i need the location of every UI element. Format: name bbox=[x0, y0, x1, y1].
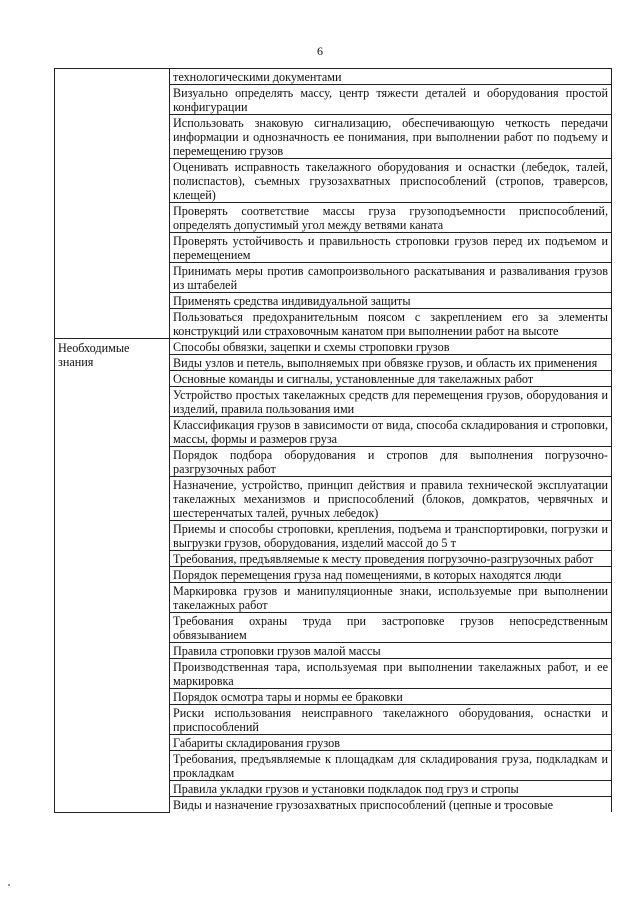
skill-text: Оценивать исправность такелажного оборудования и оснастки (лебедок, талей, полиспастов), съемных грузозахватных приспособлений (стропов, траверсов, клещей) bbox=[173, 160, 608, 202]
knowledge-text: Приемы и способы строповки, крепления, подъема и транспортировки, погрузки и выгрузки грузов, оборудования, изделий массой до 5 т bbox=[173, 522, 608, 550]
skill-text: Применять средства индивидуальной защиты bbox=[173, 294, 411, 308]
knowledge-text: Порядок осмотра тары и нормы ее браковки bbox=[173, 690, 403, 704]
skill-cell bbox=[170, 309, 612, 339]
knowledge-cell bbox=[170, 567, 612, 583]
knowledge-text: Производственная тара, используемая при выполнении такелажных работ, и ее маркировка bbox=[173, 660, 608, 688]
knowledge-text: Правила строповки грузов малой массы bbox=[173, 644, 381, 658]
knowledge-text: Габариты складирования грузов bbox=[173, 736, 340, 750]
skill-cell bbox=[170, 85, 612, 115]
skill-cell bbox=[170, 69, 612, 85]
skill-text: технологическими документами bbox=[173, 70, 342, 84]
knowledge-text: Виды узлов и петель, выполняемых при обвязке грузов, и область их применения bbox=[173, 356, 598, 370]
knowledge-cell bbox=[170, 643, 612, 659]
skill-text: Использовать знаковую сигнализацию, обеспечивающую четкость передачи информации и однозначность ее понимания, при выполнении работ по подъему и перемещению грузов bbox=[173, 116, 608, 158]
knowledge-cell bbox=[170, 551, 612, 567]
knowledge-cell bbox=[170, 339, 612, 355]
knowledge-cell bbox=[170, 417, 612, 447]
knowledge-cell bbox=[170, 521, 612, 551]
knowledge-text: Классификация грузов в зависимости от вида, способа складирования и строповки, массы, формы и размеров груза bbox=[173, 418, 608, 446]
skill-text: Визуально определять массу, центр тяжести деталей и оборудования простой конфигурации bbox=[173, 86, 608, 114]
table-row bbox=[55, 69, 612, 85]
knowledge-cell bbox=[170, 613, 612, 643]
knowledge-text: Способы обвязки, зацепки и схемы строповки грузов bbox=[173, 340, 450, 354]
knowledge-cell bbox=[170, 781, 612, 797]
knowledge-text: Требования, предъявляемые к площадкам для складирования груза, подкладкам и прокладкам bbox=[173, 752, 608, 780]
table-body bbox=[55, 69, 612, 813]
knowledge-text: Требования, предъявляемые к месту проведения погрузочно-разгрузочных работ bbox=[173, 552, 594, 566]
knowledge-cell bbox=[170, 477, 612, 521]
knowledge-text: Порядок перемещения груза над помещениями, в которых находятся люди bbox=[173, 568, 562, 582]
knowledge-text: Устройство простых такелажных средств для перемещения грузов, оборудования и изделий, правила пользования ими bbox=[173, 388, 608, 416]
knowledge-text: Риски использования неисправного такелажного оборудования, оснастки и приспособлений bbox=[173, 706, 608, 734]
knowledge-cell bbox=[170, 355, 612, 371]
knowledge-text: Маркировка грузов и манипуляционные знаки, используемые при выполнении такелажных работ bbox=[173, 584, 608, 612]
knowledge-cell bbox=[170, 689, 612, 705]
skill-text: Принимать меры против самопроизвольного раскатывания и разваливания грузов из штабелей bbox=[173, 264, 608, 292]
knowledge-text: Порядок подбора оборудования и стропов для выполнения погрузочно-разгрузочных работ bbox=[173, 448, 608, 476]
scan-speck bbox=[8, 884, 10, 886]
knowledge-cell bbox=[170, 447, 612, 477]
table-row bbox=[55, 339, 612, 355]
knowledge-text: Основные команды и сигналы, установленные для такелажных работ bbox=[173, 372, 534, 386]
skill-text: Проверять соответствие массы груза грузоподъемности приспособлений, определять допустимый угол между ветвями каната bbox=[173, 204, 608, 232]
knowledge-cell bbox=[170, 735, 612, 751]
skill-cell bbox=[170, 263, 612, 293]
skills-label-cell bbox=[55, 69, 170, 339]
knowledge-cell bbox=[170, 387, 612, 417]
skill-cell bbox=[170, 203, 612, 233]
skill-text: Пользоваться предохранительным поясом с закреплением его за элементы конструкций или страховочным канатом при выполнении работ на высоте bbox=[173, 310, 608, 338]
knowledge-cell bbox=[170, 583, 612, 613]
qualification-table bbox=[54, 68, 612, 813]
knowledge-cell bbox=[170, 659, 612, 689]
knowledge-cell bbox=[170, 705, 612, 735]
skill-cell bbox=[170, 233, 612, 263]
knowledge-cell bbox=[170, 797, 612, 813]
section-label: Необходимые знания bbox=[58, 341, 130, 369]
knowledge-text: Виды и назначение грузозахватных приспособлений (цепные и тросовые bbox=[173, 798, 553, 812]
knowledge-text: Назначение, устройство, принцип действия и правила технической эксплуатации такелажных механизмов и приспособлений (блоков, домкратов, червячных и шестеренчатых талей, ручных лебедок) bbox=[173, 478, 608, 520]
knowledge-cell bbox=[170, 751, 612, 781]
knowledge-text: Требования охраны труда при застроповке грузов непосредственным обвязыванием bbox=[173, 614, 608, 642]
knowledge-text: Правила укладки грузов и установки подкладок под груз и стропы bbox=[173, 782, 519, 796]
skill-cell bbox=[170, 115, 612, 159]
skill-cell bbox=[170, 293, 612, 309]
skill-cell bbox=[170, 159, 612, 203]
knowledge-label-cell bbox=[55, 339, 170, 813]
page-number: 6 bbox=[317, 44, 323, 58]
knowledge-cell bbox=[170, 371, 612, 387]
skill-text: Проверять устойчивость и правильность строповки грузов перед их подъемом и перемещением bbox=[173, 234, 608, 262]
